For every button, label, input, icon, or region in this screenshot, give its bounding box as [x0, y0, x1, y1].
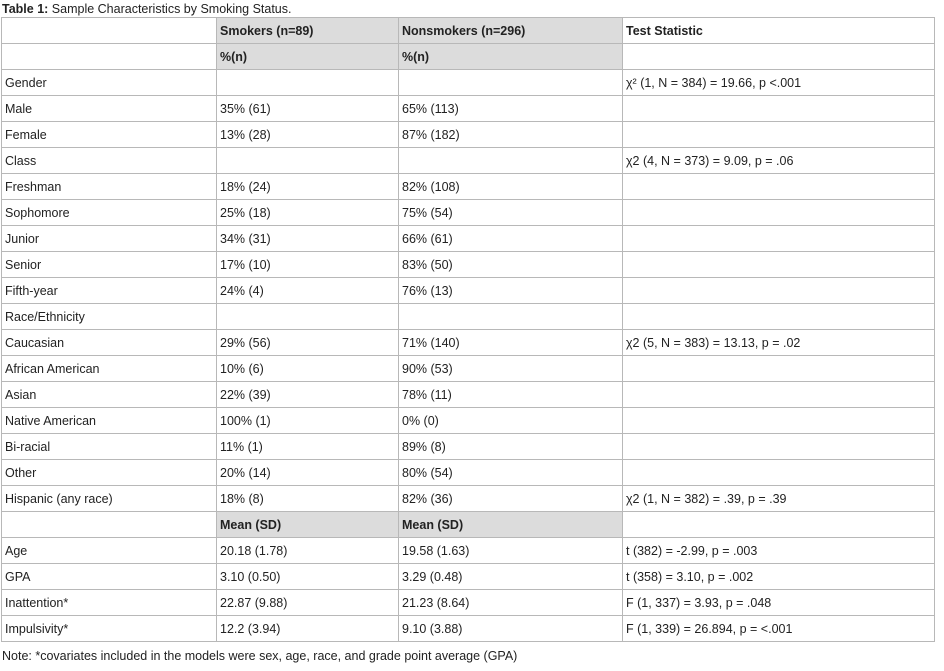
row-label-cell: Hispanic (any race) — [2, 486, 217, 512]
test-statistic-cell — [623, 122, 935, 148]
table-row — [2, 564, 935, 590]
caption-text: Sample Characteristics by Smoking Status. — [51, 2, 292, 16]
nonsmokers-cell: 0% (0) — [399, 408, 623, 434]
row-label-cell: Asian — [2, 382, 217, 408]
table-row — [2, 434, 935, 460]
table-header-row — [2, 18, 935, 44]
table-row — [2, 590, 935, 616]
row-label-cell: Race/Ethnicity — [2, 304, 217, 330]
test-statistic-cell — [623, 434, 935, 460]
table-row — [2, 330, 935, 356]
nonsmokers-cell: 83% (50) — [399, 252, 623, 278]
test-statistic-cell — [623, 278, 935, 304]
row-label-cell — [2, 18, 217, 44]
test-statistic-cell: F (1, 337) = 3.93, p = .048 — [623, 590, 935, 616]
test-statistic-cell: χ2 (5, N = 383) = 13.13, p = .02 — [623, 330, 935, 356]
row-label-cell — [2, 44, 217, 70]
test-statistic-cell: χ2 (4, N = 373) = 9.09, p = .06 — [623, 148, 935, 174]
smokers-cell: 11% (1) — [217, 434, 399, 460]
test-statistic-cell: χ² (1, N = 384) = 19.66, p <.001 — [623, 70, 935, 96]
test-statistic-cell — [623, 408, 935, 434]
table-row — [2, 70, 935, 96]
smokers-cell: %(n) — [217, 44, 399, 70]
table-row — [2, 174, 935, 200]
nonsmokers-cell: 87% (182) — [399, 122, 623, 148]
table-row — [2, 96, 935, 122]
row-label-cell: Inattention* — [2, 590, 217, 616]
smokers-cell: 100% (1) — [217, 408, 399, 434]
row-label-cell: Caucasian — [2, 330, 217, 356]
table-row — [2, 616, 935, 642]
table-row — [2, 148, 935, 174]
test-statistic-cell — [623, 96, 935, 122]
table-row — [2, 200, 935, 226]
caption-label: Table 1: — [2, 2, 49, 16]
table-row — [2, 382, 935, 408]
smokers-cell: 17% (10) — [217, 252, 399, 278]
nonsmokers-cell: 80% (54) — [399, 460, 623, 486]
nonsmokers-cell: %(n) — [399, 44, 623, 70]
smokers-cell: 29% (56) — [217, 330, 399, 356]
test-statistic-cell: Test Statistic — [623, 18, 935, 44]
table-caption — [2, 1, 291, 17]
nonsmokers-cell: 89% (8) — [399, 434, 623, 460]
row-label-cell: Female — [2, 122, 217, 148]
nonsmokers-cell: Nonsmokers (n=296) — [399, 18, 623, 44]
test-statistic-cell: t (382) = -2.99, p = .003 — [623, 538, 935, 564]
row-label-cell: Male — [2, 96, 217, 122]
smokers-cell: 22.87 (9.88) — [217, 590, 399, 616]
row-label-cell: Bi-racial — [2, 434, 217, 460]
table-row — [2, 538, 935, 564]
row-label-cell: Freshman — [2, 174, 217, 200]
row-label-cell: Impulsivity* — [2, 616, 217, 642]
nonsmokers-cell: 9.10 (3.88) — [399, 616, 623, 642]
nonsmokers-cell: 21.23 (8.64) — [399, 590, 623, 616]
smokers-cell: 20.18 (1.78) — [217, 538, 399, 564]
test-statistic-cell — [623, 382, 935, 408]
smokers-cell: 22% (39) — [217, 382, 399, 408]
table-row — [2, 304, 935, 330]
test-statistic-cell — [623, 356, 935, 382]
smokers-cell — [217, 304, 399, 330]
row-label-cell — [2, 512, 217, 538]
nonsmokers-cell — [399, 304, 623, 330]
row-label-cell: Age — [2, 538, 217, 564]
nonsmokers-cell: 78% (11) — [399, 382, 623, 408]
smokers-cell: Mean (SD) — [217, 512, 399, 538]
row-label-cell: Senior — [2, 252, 217, 278]
smokers-cell: 25% (18) — [217, 200, 399, 226]
nonsmokers-cell — [399, 148, 623, 174]
table-header-row — [2, 44, 935, 70]
smokers-cell: 10% (6) — [217, 356, 399, 382]
smokers-cell: 24% (4) — [217, 278, 399, 304]
table-header-row — [2, 512, 935, 538]
smokers-cell — [217, 148, 399, 174]
test-statistic-cell — [623, 512, 935, 538]
nonsmokers-cell: 90% (53) — [399, 356, 623, 382]
row-label-cell: Gender — [2, 70, 217, 96]
row-label-cell: GPA — [2, 564, 217, 590]
table-row — [2, 486, 935, 512]
nonsmokers-cell: 71% (140) — [399, 330, 623, 356]
smokers-cell: 20% (14) — [217, 460, 399, 486]
nonsmokers-cell: Mean (SD) — [399, 512, 623, 538]
row-label-cell: Junior — [2, 226, 217, 252]
row-label-cell: African American — [2, 356, 217, 382]
nonsmokers-cell: 75% (54) — [399, 200, 623, 226]
test-statistic-cell: F (1, 339) = 26.894, p = <.001 — [623, 616, 935, 642]
smokers-cell: 12.2 (3.94) — [217, 616, 399, 642]
nonsmokers-cell: 66% (61) — [399, 226, 623, 252]
test-statistic-cell — [623, 304, 935, 330]
test-statistic-cell — [623, 174, 935, 200]
test-statistic-cell: χ2 (1, N = 382) = .39, p = .39 — [623, 486, 935, 512]
table-body — [2, 18, 935, 642]
test-statistic-cell — [623, 200, 935, 226]
table-row — [2, 252, 935, 278]
table-row — [2, 408, 935, 434]
nonsmokers-cell: 82% (36) — [399, 486, 623, 512]
smokers-cell: Smokers (n=89) — [217, 18, 399, 44]
row-label-cell: Other — [2, 460, 217, 486]
smokers-cell: 18% (24) — [217, 174, 399, 200]
row-label-cell: Native American — [2, 408, 217, 434]
smokers-cell: 18% (8) — [217, 486, 399, 512]
table-row — [2, 122, 935, 148]
row-label-cell: Fifth-year — [2, 278, 217, 304]
smokers-cell: 13% (28) — [217, 122, 399, 148]
nonsmokers-cell: 19.58 (1.63) — [399, 538, 623, 564]
test-statistic-cell — [623, 226, 935, 252]
table-row — [2, 226, 935, 252]
nonsmokers-cell: 3.29 (0.48) — [399, 564, 623, 590]
row-label-cell: Sophomore — [2, 200, 217, 226]
smokers-cell: 34% (31) — [217, 226, 399, 252]
table-row — [2, 278, 935, 304]
table-note: Note: *covariates included in the models were sex, age, race, and grade point average (GPA) — [2, 649, 518, 663]
nonsmokers-cell: 65% (113) — [399, 96, 623, 122]
row-label-cell: Class — [2, 148, 217, 174]
nonsmokers-cell — [399, 70, 623, 96]
characteristics-table — [1, 17, 935, 642]
test-statistic-cell: t (358) = 3.10, p = .002 — [623, 564, 935, 590]
table-row — [2, 356, 935, 382]
test-statistic-cell — [623, 44, 935, 70]
test-statistic-cell — [623, 460, 935, 486]
table-row — [2, 460, 935, 486]
nonsmokers-cell: 82% (108) — [399, 174, 623, 200]
smokers-cell: 3.10 (0.50) — [217, 564, 399, 590]
test-statistic-cell — [623, 252, 935, 278]
smokers-cell — [217, 70, 399, 96]
nonsmokers-cell: 76% (13) — [399, 278, 623, 304]
smokers-cell: 35% (61) — [217, 96, 399, 122]
